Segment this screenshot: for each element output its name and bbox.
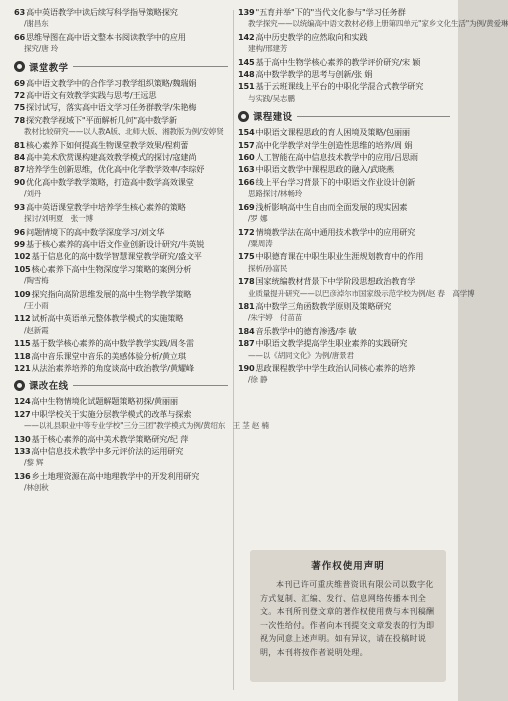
page-number: 181 [238, 300, 255, 311]
section-header-course [238, 109, 450, 123]
article-byline: 思路探讨/林畅玲 [248, 189, 303, 199]
toc-entry [238, 126, 450, 138]
article-title: 高中数学教学的思考与创新/张 娟 [255, 69, 373, 80]
page-number: 163 [238, 164, 255, 175]
article-byline: 业质量提升研究——以巴彦淖尔市国家级示范学校为例/赵 春 高学博 [248, 288, 475, 298]
article-title: 基于核心素养的高中美术教学策略研究/纪 萍 [31, 433, 189, 444]
article-title: 情境教学法在高中通用技术教学中的应用研究 [255, 226, 416, 237]
page-number: 99 [14, 238, 25, 249]
toc-entry [238, 325, 450, 337]
article-byline: /粟周涛 [248, 238, 273, 248]
article-title: 中职语文教学中课程思政的融入/武晓燕 [255, 164, 394, 175]
toc-entry [14, 250, 228, 262]
article-byline: /王小雨 [24, 300, 49, 310]
toc-entry [238, 56, 450, 68]
article-title: 基于高中生物学核心素养的教学评价研究/宋 颖 [255, 56, 421, 67]
article-title: 高中音乐课堂中音乐的美感体验分析/黄立琪 [31, 350, 186, 361]
article-title: 试析高中英语单元整体教学模式的实施策略 [31, 313, 184, 324]
page-number: 145 [238, 56, 255, 67]
article-byline: ——以礼县职业中等专业学校"三分三团"教学模式为例/黄绍东 王 茎 赵 楠 [24, 421, 269, 431]
copyright-notice [250, 550, 446, 682]
article-title: 高中信息技术教学中多元评价法的运用研究 [31, 446, 184, 456]
page-number: 112 [14, 313, 31, 324]
page-number: 160 [238, 152, 255, 163]
article-title: 乡土地理资源在高中地理教学中的开发利用研究 [31, 470, 200, 481]
article-title: 高中语文教学中的合作学习教学组织策略/魏瑞娟 [26, 77, 197, 88]
toc-entry [238, 80, 450, 105]
toc-entry [14, 77, 228, 89]
article-title: 核心素养下高中生物深度学习策略的案例分析 [31, 263, 192, 274]
toc-entry [14, 201, 228, 226]
page-number: 121 [14, 362, 31, 373]
section-rule [297, 116, 450, 117]
toc-entry [238, 250, 450, 275]
page-number: 87 [14, 164, 25, 175]
toc-entry [238, 163, 450, 175]
article-title: 国家统编教材背景下中学阶段思想政治教育学 [255, 276, 416, 287]
page-number: 187 [238, 338, 255, 349]
column-divider [233, 10, 234, 690]
page-number: 190 [238, 362, 255, 373]
article-title: 培养学生创新思维，优化高中化学教学效率/李琮妤 [26, 164, 205, 175]
page-number: 169 [238, 201, 255, 212]
article-byline: 探究/唐 玲 [24, 44, 59, 54]
page-number: 139 [238, 7, 255, 17]
page-number: 151 [238, 81, 255, 92]
page-number: 96 [14, 226, 25, 237]
toc-entry [14, 114, 228, 139]
article-title: 基于核心素养的高中语文作业创新设计研究/牛英锐 [26, 238, 205, 249]
toc-entry [14, 362, 228, 374]
page-number: 63 [14, 7, 25, 17]
article-title: 探究教学视域下"平面解析几何"高中数学新 [26, 114, 177, 125]
page-number: 184 [238, 325, 255, 336]
article-byline: 探析/孙富民 [248, 263, 288, 273]
section-title: 课堂教学 [29, 62, 69, 74]
article-byline: /赵新霞 [24, 325, 49, 335]
page-number: 118 [14, 350, 31, 361]
article-title: 人工智能在高中信息技术教学中的应用/吕思雨 [255, 152, 418, 163]
toc-entry [238, 226, 450, 251]
toc-entry [14, 163, 228, 175]
page-number: 178 [238, 276, 255, 287]
article-title: 问题情境下的高中数学深度学习/刘文华 [26, 226, 165, 237]
toc-entry [14, 101, 228, 113]
article-byline: /刘丹 [24, 189, 42, 199]
toc-entry [238, 151, 450, 163]
article-byline: /林创秋 [24, 483, 49, 493]
article-title: 中职语文课程思政的育人困境及策略/包丽丽 [255, 127, 410, 138]
toc-entry [238, 275, 475, 300]
article-byline: 与实践/吴志鹏 [248, 93, 295, 103]
article-title: 基于云班课线上平台的中职化学混合式教学研究 [255, 81, 424, 92]
page-number: 109 [14, 288, 31, 299]
article-title: 优化高中数学教学策略，打造高中数学高效课堂 [26, 176, 194, 187]
article-byline: /谢昌东 [24, 19, 49, 29]
page-number: 115 [14, 338, 31, 349]
section-title: 课程建设 [253, 112, 293, 124]
article-byline: 教学探究——以统编高中语文教材必修上册第四单元"家乡文化生活"为例/黄爱琳 [248, 19, 508, 29]
section-rule [73, 385, 228, 386]
page-number: 142 [238, 31, 255, 42]
toc-entry [14, 470, 228, 495]
toc-entry [14, 395, 228, 407]
toc-entry [14, 31, 228, 56]
toc-entry [14, 89, 228, 101]
article-title: 中职学校关于实施分层教学模式的改革与探索 [31, 408, 192, 419]
article-title: 探究指向高阶思维发展的高中生物学教学策略 [31, 288, 192, 299]
article-title: 中职德育课在中职生职业生涯规划教育中的作用 [255, 251, 424, 262]
page-number: 102 [14, 251, 31, 262]
toc-entry [14, 408, 269, 433]
toc-entry [14, 139, 228, 151]
section-bullet-icon [14, 61, 25, 72]
page-number: 154 [238, 127, 255, 138]
page-number: 148 [238, 69, 255, 80]
article-title: 音乐教学中的德育渗透/李 敏 [255, 325, 357, 336]
toc-entry [238, 139, 450, 151]
article-title: 高中化学教学对学生创造性思维的培养/周 娟 [255, 139, 413, 150]
right-column [238, 6, 508, 387]
article-title: 中职语文教学提高学生职业素养的实践研究 [255, 338, 408, 349]
page-number: 105 [14, 263, 31, 274]
toc-entry [14, 226, 228, 238]
page-number: 81 [14, 139, 25, 150]
article-title: 基于数学核心素养的高中数学教学实践/周冬雷 [31, 338, 194, 349]
notice-title: 著作权使用声明 [311, 561, 385, 572]
article-title: 高中生物情境化试题解题策略初探/黄丽丽 [31, 396, 178, 407]
page-number: 69 [14, 77, 25, 88]
article-byline: /徐 静 [248, 375, 268, 385]
page-number: 133 [14, 446, 31, 456]
toc-entry [238, 31, 450, 56]
article-title: 高中美术欣赏课构建高效教学模式的探讨/寇建尚 [26, 152, 197, 163]
page-number: 175 [238, 251, 255, 262]
article-title: 思政课程教学中学生政治认同核心素养的培养 [255, 362, 416, 373]
article-byline: /陶雪梅 [24, 276, 49, 286]
toc-entry [238, 6, 508, 31]
section-header-teaching [14, 60, 228, 74]
article-byline: /罗 娜 [248, 214, 268, 224]
article-title: 高中历史教学的应然取向和实践 [255, 31, 368, 42]
page-number: 124 [14, 396, 31, 407]
article-byline: 教材比较研究——以人教A版、北师大版、湘教版为例/安婷贤 [24, 127, 224, 137]
article-title: 思维导图在高中语文整本书阅读教学中的应用 [26, 31, 186, 42]
page-number: 66 [14, 31, 25, 42]
toc-entry [14, 6, 228, 31]
article-byline: 探讨/刘明夏 张一博 [24, 214, 93, 224]
article-title: 高中语文有效教学实践与思考/王远思 [26, 90, 157, 101]
toc-entry [14, 312, 228, 337]
toc-entry [14, 263, 228, 288]
article-title: 基于信息化的高中数学智慧课堂教学研究/盛文平 [31, 251, 202, 262]
section-title: 课改在线 [29, 381, 69, 393]
article-byline: /朱宇婷 付苗苗 [248, 313, 303, 323]
article-title: 高中英语课堂教学中培养学生核心素养的策略 [26, 201, 186, 212]
page-number: 93 [14, 201, 25, 212]
section-bullet-icon [14, 380, 25, 391]
page-number: 75 [14, 102, 25, 113]
page-number: 78 [14, 114, 25, 125]
page-number: 130 [14, 433, 31, 444]
article-title: 核心素养下如何提高生物课堂教学效果/程莉蕾 [26, 139, 189, 150]
article-title: "五育并举"下的"当代文化参与"学习任务群 [255, 7, 406, 17]
notice-body: 本刊已许可重庆维普资讯有限公司以数字化方式复制、汇编、发行、信息网络传播本刊全文。本刊所刊登文章的著作权使用费与本刊稿酬一次性给付。作者向本刊提交文章发表的行为即视为同意上述声明。如有异议，请在投稿时说明，本刊将按作者说明处理。 [260, 580, 435, 657]
article-byline: ——以《胡同文化》为例/唐景君 [248, 350, 354, 360]
page-number: 166 [238, 176, 255, 187]
page-number: 157 [238, 139, 255, 150]
toc-entry [14, 337, 228, 349]
section-rule [73, 66, 228, 67]
article-title: 从法治素养培养的角度谈高中政治教学/黄耀峰 [31, 362, 194, 373]
article-title: 线上平台学习背景下的中职语文作业设计创新 [255, 176, 416, 187]
toc-entry [14, 151, 228, 163]
article-byline: /黎 辉 [24, 458, 44, 468]
page-number: 172 [238, 226, 255, 237]
article-title: 高中英语教学中读后续写科学指导策略探究 [26, 7, 178, 17]
page-number: 127 [14, 408, 31, 419]
section-header-online [14, 378, 228, 392]
section-bullet-icon [238, 111, 249, 122]
toc-entry [238, 201, 450, 226]
page-number: 136 [14, 470, 31, 481]
toc-entry [14, 288, 228, 313]
toc-entry [238, 337, 450, 362]
page-number: 72 [14, 90, 25, 101]
toc-entry [14, 176, 228, 201]
toc-entry [238, 68, 450, 80]
article-title: 高中数学三角函数教学原则及策略研究 [255, 300, 392, 311]
toc-entry [238, 300, 450, 325]
toc-entry [14, 433, 228, 445]
article-title: 浅析影响高中生自由而全面发展的现实因素 [255, 201, 408, 212]
page-number: 84 [14, 152, 25, 163]
article-title: 探讨试写，落实高中语文学习任务群教学/朱艳梅 [26, 102, 197, 113]
article-byline: 建构/邢建芳 [248, 44, 288, 54]
toc-entry [14, 445, 228, 470]
toc-entry [14, 350, 228, 362]
toc-entry [238, 176, 450, 201]
toc-entry [238, 362, 450, 387]
page-number: 90 [14, 176, 25, 187]
toc-entry [14, 238, 228, 250]
